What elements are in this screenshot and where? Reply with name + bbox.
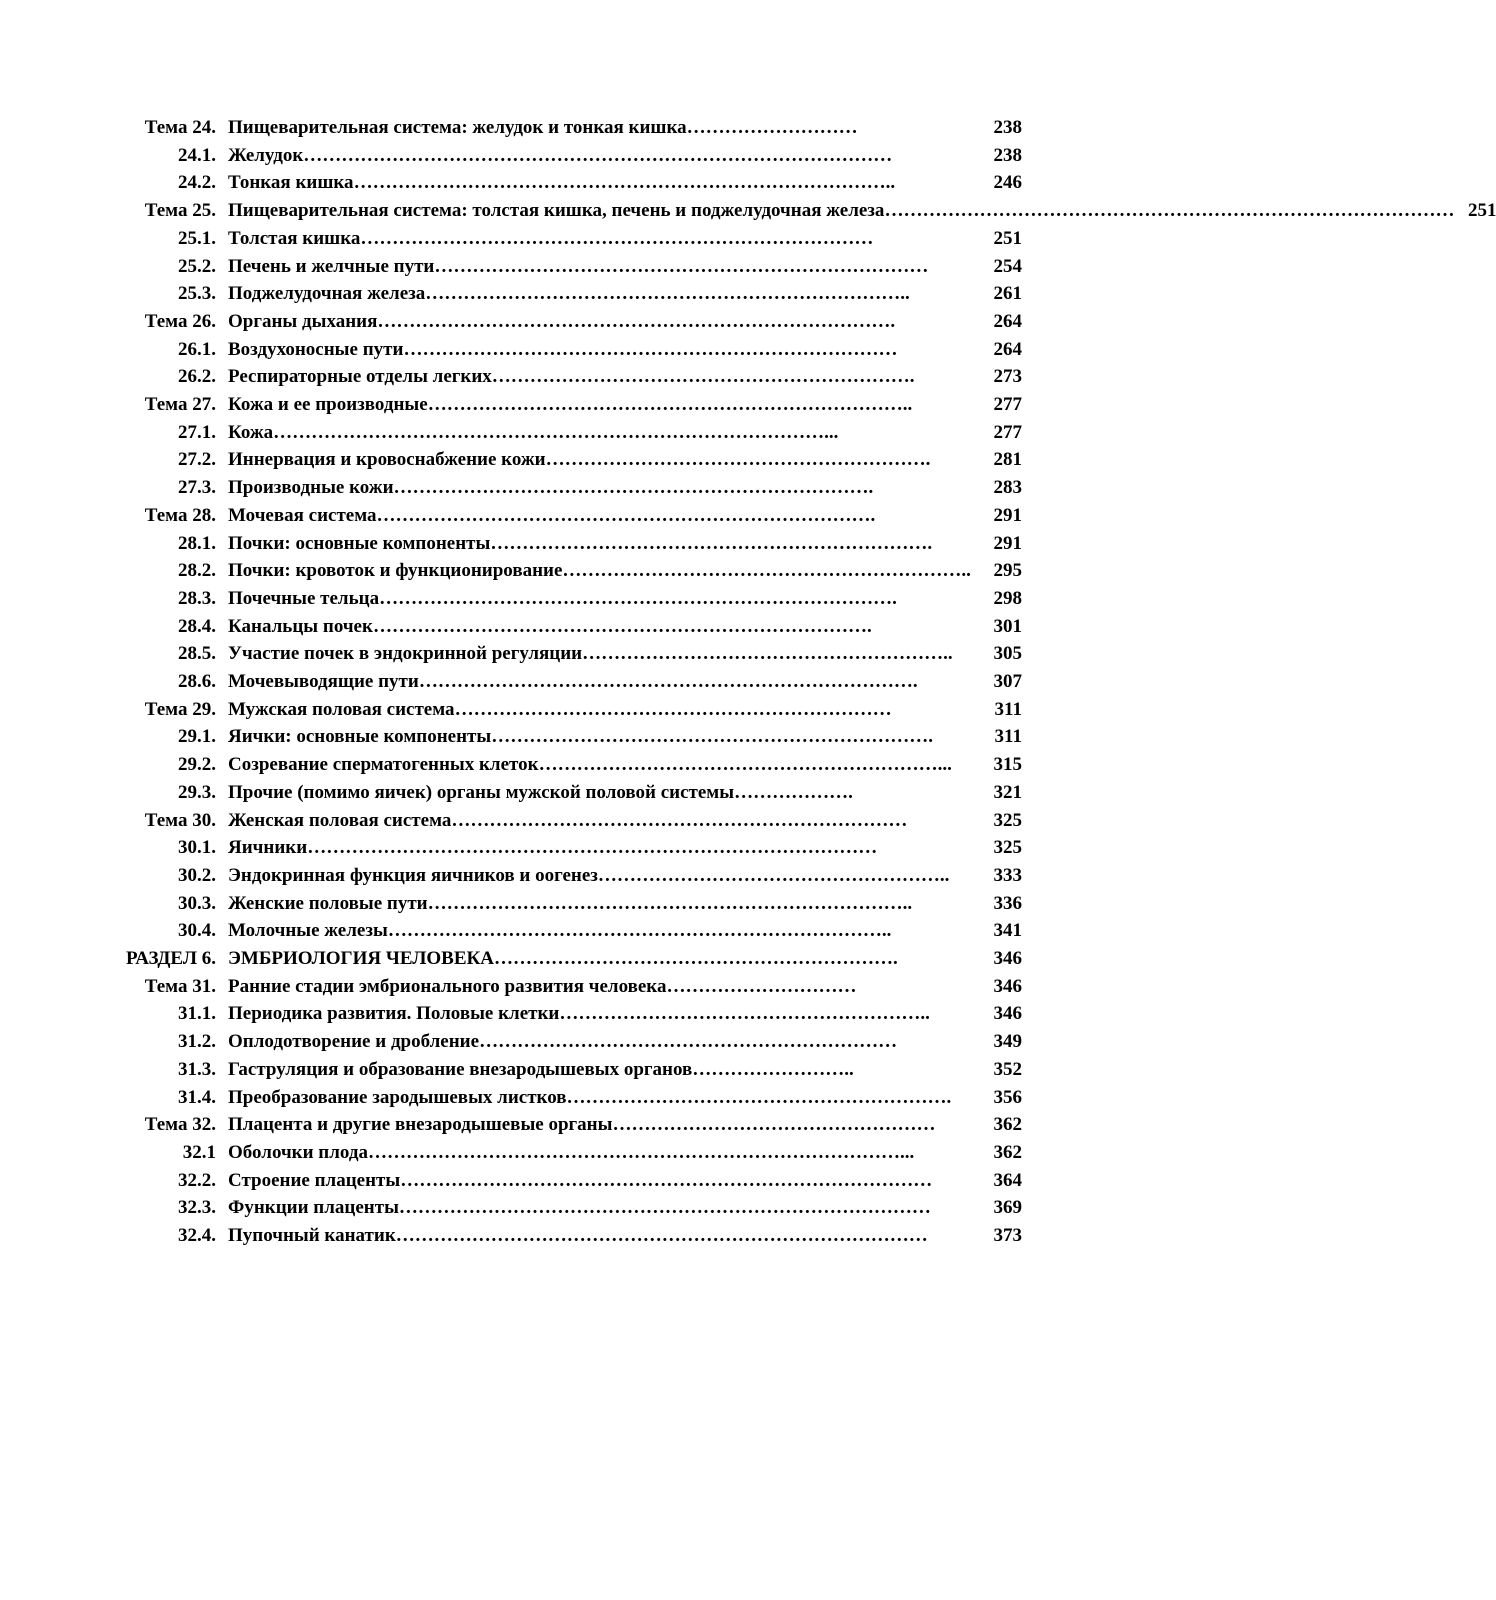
- toc-entry[interactable]: [118, 807, 1022, 835]
- toc-entry-title: Прочие (помимо яичек) органы мужской половой системы: [228, 781, 735, 803]
- toc-entry-leader: …………………………………………………………………..: [427, 394, 913, 416]
- toc-entry-number: 27.1.: [178, 421, 216, 443]
- toc-entry-leader: ……………………..: [692, 1058, 854, 1080]
- toc-entry-body: [228, 723, 980, 751]
- toc-entry-leader: ……………………………………………………………………: [434, 255, 929, 277]
- toc-entry[interactable]: [118, 1167, 1022, 1195]
- toc-entry-leader: ……………………………………………………………………..: [387, 920, 892, 942]
- toc-entry-body: [228, 945, 980, 973]
- toc-entry-page: 364: [993, 1169, 1022, 1191]
- toc-entry-number: 31.1.: [178, 1003, 216, 1025]
- toc-entry-page: 325: [993, 837, 1022, 859]
- toc-entry-page: 315: [993, 754, 1022, 776]
- toc-entry-body: [228, 1000, 980, 1028]
- toc-entry-number: 27.2.: [178, 449, 216, 471]
- toc-entry-leader: ………………………………………………………...: [538, 754, 952, 776]
- toc-entry[interactable]: [118, 308, 1022, 336]
- toc-entry-page: 277: [993, 394, 1022, 416]
- toc-entry[interactable]: [118, 197, 1496, 225]
- toc-entry-title: ЭМБРИОЛОГИЯ ЧЕЛОВЕКА: [228, 948, 495, 970]
- toc-entry-page: 251: [1467, 200, 1496, 222]
- toc-entry-title: Иннервация и кровоснабжение кожи: [228, 449, 546, 471]
- toc-entry-number: 25.1.: [178, 227, 216, 249]
- toc-entry[interactable]: [118, 1084, 1022, 1112]
- toc-entry-leader: ……………………………………………………….: [494, 948, 898, 970]
- toc-entry-body: [228, 225, 980, 253]
- toc-entry-title: Почки: кровоток и функционирование: [228, 560, 563, 582]
- toc-entry-body: [228, 751, 980, 779]
- toc-entry-number: 29.3.: [178, 781, 216, 803]
- toc-entry-page: 295: [993, 560, 1022, 582]
- toc-entry-page: 251: [993, 227, 1022, 249]
- toc-entry[interactable]: [118, 391, 1022, 419]
- toc-entry-number: 32.1: [182, 1142, 216, 1163]
- toc-entry-leader: …………………………………………………………………..: [425, 283, 910, 305]
- toc-entry-page: 362: [993, 1142, 1022, 1163]
- toc-entry-body: [228, 696, 980, 724]
- toc-entry-leader: ………………………………………………………………………………: [307, 837, 878, 859]
- toc-entry-title: Желудок: [228, 144, 304, 166]
- toc-entry-page: 333: [993, 864, 1022, 886]
- toc-entry-body: [228, 557, 980, 585]
- toc-entry[interactable]: [118, 530, 1022, 558]
- toc-entry-leader: …………………………………………………………………………...: [367, 1142, 915, 1163]
- toc-entry-leader: …………………………………………………….: [566, 1086, 952, 1108]
- toc-entry-title: Преобразование зародышевых листков: [228, 1086, 567, 1108]
- toc-entry-number: 31.4.: [178, 1086, 216, 1108]
- toc-entry-body: [228, 613, 980, 641]
- toc-entry-body: [228, 474, 980, 502]
- toc-entry[interactable]: [118, 225, 1022, 253]
- toc-entry-leader: …………………………………………………………………….: [376, 504, 876, 526]
- toc-entry-title: Производные кожи: [228, 477, 394, 499]
- toc-entry-title: Эндокринная функция яичников и оогенез: [228, 864, 598, 886]
- toc-entry-page: 341: [993, 920, 1022, 942]
- toc-entry-body: [228, 1084, 980, 1112]
- toc-entry-title: Кожа и ее производные: [228, 394, 428, 416]
- toc-entry[interactable]: [118, 668, 1022, 696]
- toc-entry[interactable]: [118, 751, 1022, 779]
- toc-entry[interactable]: [118, 114, 1022, 142]
- toc-entry-body: [228, 502, 980, 530]
- toc-entry-page: 346: [993, 948, 1022, 970]
- toc-entry-title: Респираторные отделы легких: [228, 366, 492, 388]
- toc-entry-title: Периодика развития. Половые клетки: [228, 1003, 560, 1025]
- toc-entry[interactable]: [118, 446, 1022, 474]
- toc-entry-page: 311: [994, 726, 1022, 748]
- toc-entry-body: [228, 1139, 980, 1167]
- toc-entry-number: 25.2.: [178, 255, 216, 277]
- toc-entry-page: 307: [993, 671, 1022, 693]
- toc-entry-leader: ………………………: [686, 117, 858, 138]
- toc-entry-title: Толстая кишка: [228, 227, 361, 249]
- toc-entry-title: Оболочки плода: [228, 1142, 368, 1163]
- toc-entry-number: 31.2.: [178, 1031, 216, 1053]
- toc-entry-body: [228, 1222, 980, 1250]
- toc-entry-body: [228, 834, 980, 862]
- toc-entry-leader: ……………………………………………………………………….: [377, 310, 896, 332]
- toc-entry-title: Пупочный канатик: [228, 1225, 396, 1247]
- toc-entry-title: Молочные железы: [228, 920, 388, 942]
- toc-entry-title: Оплодотворение и дробление: [228, 1031, 480, 1053]
- toc-entry-page: 311: [994, 698, 1022, 720]
- toc-entry-title: Функции плаценты: [228, 1197, 399, 1219]
- toc-entry-number: 28.3.: [178, 587, 216, 609]
- toc-entry-number: 32.2.: [178, 1169, 216, 1191]
- toc-entry-title: Созревание сперматогенных клеток: [228, 754, 539, 776]
- toc-entry-page: 301: [993, 615, 1022, 637]
- toc-entry-page: 238: [993, 117, 1022, 138]
- toc-entry[interactable]: [118, 945, 1022, 973]
- toc-entry-number: Тема 28.: [144, 504, 216, 526]
- toc-entry-body: [228, 336, 980, 364]
- toc-entry-number: РАЗДЕЛ 6.: [126, 948, 216, 970]
- toc-entry-leader: ……………………………………………………………………………...: [273, 421, 839, 443]
- toc-entry-page: 369: [993, 1197, 1022, 1219]
- toc-entry-number: Тема 27.: [144, 394, 216, 416]
- toc-entry[interactable]: [118, 336, 1022, 364]
- toc-entry-number: 31.3.: [178, 1058, 216, 1080]
- toc-entry[interactable]: [118, 834, 1022, 862]
- toc-entry-number: 29.1.: [178, 726, 216, 748]
- toc-entry-page: 336: [993, 892, 1022, 914]
- toc-entry-number: Тема 24.: [144, 117, 216, 138]
- toc-entry-page: 273: [993, 366, 1022, 388]
- toc-entry-page: 281: [993, 449, 1022, 471]
- toc-entry-title: Участие почек в эндокринной регуляции: [228, 643, 583, 665]
- toc-entry-page: 305: [993, 643, 1022, 665]
- toc-entry-number: 30.2.: [178, 864, 216, 886]
- toc-entry[interactable]: [118, 253, 1022, 281]
- toc-entry-page: 298: [993, 587, 1022, 609]
- toc-entry-title: Строение плаценты: [228, 1169, 401, 1191]
- toc-entry-title: Мочевыводящие пути: [228, 671, 419, 693]
- toc-entry-title: Органы дыхания: [228, 310, 378, 332]
- toc-entry-body: [228, 253, 980, 281]
- toc-entry-number: 28.2.: [178, 560, 216, 582]
- toc-entry-leader: …………………………………………………….: [545, 449, 931, 471]
- toc-entry-title: Почки: основные компоненты: [228, 532, 491, 554]
- toc-entry-number: Тема 29.: [144, 698, 216, 720]
- toc-entry-page: 325: [993, 809, 1022, 831]
- toc-entry-number: 26.2.: [178, 366, 216, 388]
- toc-entry-body: [228, 585, 980, 613]
- toc-entry-page: 321: [993, 781, 1022, 803]
- toc-entry-body: [228, 807, 980, 835]
- toc-entry[interactable]: [118, 1139, 1022, 1167]
- toc-entry-body: [228, 862, 980, 890]
- toc-entry-number: 30.3.: [178, 892, 216, 914]
- toc-entry-title: Поджелудочная железа: [228, 283, 426, 305]
- toc-entry-page: 291: [993, 532, 1022, 554]
- toc-entry-title: Яичники: [228, 837, 308, 859]
- toc-entry-title: Пищеварительная система: толстая кишка, печень и поджелудочная железа: [228, 200, 885, 222]
- toc-entry-body: [228, 530, 980, 558]
- toc-entry[interactable]: [118, 1056, 1022, 1084]
- toc-entry-page: 291: [993, 504, 1022, 526]
- toc-entry-page: 283: [993, 477, 1022, 499]
- toc-entry[interactable]: [118, 890, 1022, 918]
- toc-entry[interactable]: [118, 917, 1022, 945]
- toc-entry-leader: ………………………………………………………..: [562, 560, 971, 582]
- toc-entry-leader: …………………………………………………..: [559, 1003, 930, 1025]
- toc-entry-number: Тема 30.: [144, 809, 216, 831]
- toc-entry-body: [228, 169, 980, 197]
- toc-entry-body: [228, 779, 980, 807]
- toc-entry-body: [228, 202, 1454, 220]
- toc-entry-title: Женские половые пути: [228, 892, 428, 914]
- toc-entry[interactable]: [118, 419, 1022, 447]
- toc-entry-number: Тема 32.: [144, 1114, 216, 1136]
- toc-entry[interactable]: [118, 1194, 1022, 1222]
- toc-entry[interactable]: [118, 585, 1022, 613]
- toc-entry-number: 32.4.: [178, 1225, 216, 1247]
- toc-entry-number: 28.1.: [178, 532, 216, 554]
- toc-entry[interactable]: [118, 502, 1022, 530]
- toc-entry-title: Женская половая система: [228, 809, 452, 831]
- toc-entry-body: [228, 668, 980, 696]
- toc-entry-number: Тема 25.: [144, 200, 216, 222]
- toc-entry-number: 27.3.: [178, 477, 216, 499]
- toc-entry-body: [228, 308, 980, 336]
- toc-entry-leader: …………………………………………………………………………: [395, 1225, 928, 1247]
- toc-entry[interactable]: [118, 474, 1022, 502]
- toc-entry[interactable]: [118, 640, 1022, 668]
- toc-entry-page: 254: [993, 255, 1022, 277]
- toc-entry-leader: ………………………………………………………………………………: [884, 200, 1455, 222]
- toc-entry-body: [228, 1028, 980, 1056]
- toc-entry-number: 24.2.: [178, 172, 216, 194]
- toc-entry[interactable]: [118, 973, 1022, 1001]
- toc-entry-leader: …………………………: [666, 975, 857, 997]
- toc-entry-number: 28.4.: [178, 615, 216, 637]
- toc-entry-title: Гаструляция и образование внезародышевых органов: [228, 1058, 693, 1080]
- toc-entry-title: Тонкая кишка: [228, 172, 354, 194]
- toc-entry-leader: …………………………………………………………………….: [372, 615, 872, 637]
- toc-entry-leader: …………………………………………………………………………..: [353, 172, 896, 194]
- toc-entry-number: Тема 31.: [144, 975, 216, 997]
- toc-entry-leader: ……………………………………………: [612, 1114, 936, 1136]
- toc-entry-title: Мужская половая система: [228, 698, 455, 720]
- toc-entry-leader: …………………………………………………………………………: [398, 1197, 931, 1219]
- toc-entry[interactable]: [118, 169, 1022, 197]
- toc-entry-page: 356: [993, 1086, 1022, 1108]
- toc-entry-page: 352: [993, 1058, 1022, 1080]
- toc-entry-leader: …………………………………………………………………………: [400, 1169, 933, 1191]
- toc-entry[interactable]: [118, 1222, 1022, 1250]
- toc-entry[interactable]: [118, 862, 1022, 890]
- toc-entry-leader: …………………………………………………………………….: [418, 671, 918, 693]
- toc-entry-leader: ………………………………………………..: [597, 864, 950, 886]
- toc-entry[interactable]: [118, 723, 1022, 751]
- toc-entry-leader: …………………………………………………………………..: [427, 892, 913, 914]
- toc-entry[interactable]: [118, 557, 1022, 585]
- toc-entry-body: [228, 1111, 980, 1139]
- toc-entry-body: [228, 1194, 980, 1222]
- toc-entry-leader: …………………………………………………………………………………: [303, 144, 893, 166]
- toc-entry-title: Печень и желчные пути: [228, 255, 435, 277]
- toc-entry-leader: …………………………………………………………….: [491, 726, 933, 748]
- toc-entry-number: 30.4.: [178, 920, 216, 942]
- toc-entry-body: [228, 1167, 980, 1195]
- toc-entry-body: [228, 142, 980, 170]
- toc-entry-page: 277: [993, 421, 1022, 443]
- toc-entry-number: 28.5.: [178, 643, 216, 665]
- toc-entry[interactable]: [118, 280, 1022, 308]
- toc-entry-leader: …………………………………………………………: [479, 1031, 898, 1053]
- toc-entry-body: [228, 363, 980, 391]
- toc-entry-leader: ………………………………………………………………….: [393, 477, 874, 499]
- toc-entry[interactable]: [118, 363, 1022, 391]
- toc-entry[interactable]: [118, 613, 1022, 641]
- toc-entry-page: 264: [993, 338, 1022, 360]
- toc-entry-body: [228, 114, 980, 142]
- toc-entry-body: [228, 890, 980, 918]
- toc-entry-title: Мочевая система: [228, 504, 377, 526]
- toc-entry-number: 28.6.: [178, 671, 216, 693]
- toc-entry-page: 261: [993, 283, 1022, 305]
- toc-entry-number: 24.1.: [178, 144, 216, 166]
- toc-entry-leader: …………………………………………………………….: [490, 532, 933, 554]
- toc-entry-number: 26.1.: [178, 338, 216, 360]
- toc-entry-body: [228, 280, 980, 308]
- toc-entry-title: Воздухоносные пути: [228, 338, 404, 360]
- toc-entry-body: [228, 419, 980, 447]
- toc-entry-page: 362: [993, 1114, 1022, 1136]
- toc-entry-title: Ранние стадии эмбрионального развития человека: [228, 975, 667, 997]
- toc-entry-title: Яички: основные компоненты: [228, 726, 492, 748]
- toc-entry-body: [228, 973, 980, 1001]
- toc-entry-page: 238: [993, 144, 1022, 166]
- toc-entry-body: [228, 917, 980, 945]
- toc-entry-title: Плацента и другие внезародышевые органы: [228, 1114, 613, 1136]
- toc-entry-number: 30.1.: [178, 837, 216, 859]
- toc-entry-body: [228, 1056, 980, 1084]
- toc-entry-body: [228, 446, 980, 474]
- toc-entry-page: 264: [993, 310, 1022, 332]
- toc-entry[interactable]: [118, 1028, 1022, 1056]
- toc-entry-title: Почечные тельца: [228, 587, 380, 609]
- toc-entry-title: Кожа: [228, 421, 274, 443]
- toc-entry[interactable]: [118, 1000, 1022, 1028]
- toc-entry[interactable]: [118, 779, 1022, 807]
- toc-entry-leader: ………………………………………………………………: [451, 809, 908, 831]
- toc-entry[interactable]: [118, 696, 1022, 724]
- toc-entry-leader: ………………………………………………………………………: [360, 227, 874, 249]
- toc-entry-leader: ……………………………………………………………: [454, 698, 892, 720]
- toc-entry-leader: ……………………………………………………………………: [403, 338, 898, 360]
- toc-entry-page: 373: [993, 1225, 1022, 1247]
- toc-entry-leader: ………………………………………………………….: [491, 366, 915, 388]
- toc-entry-leader: ……………………………………………………………………….: [379, 587, 897, 609]
- toc-entry-number: 25.3.: [178, 283, 216, 305]
- toc-entry-body: [228, 391, 980, 419]
- toc-entry-page: 346: [993, 1003, 1022, 1025]
- toc-entry-leader: …………………………………………………..: [582, 643, 953, 665]
- toc-entry-number: 29.2.: [178, 754, 216, 776]
- toc-entry-body: [228, 640, 980, 668]
- toc-entry[interactable]: [118, 1111, 1022, 1139]
- toc-entry-number: 32.3.: [178, 1197, 216, 1219]
- toc-entry-number: Тема 26.: [144, 310, 216, 332]
- toc-entry-page: 346: [993, 975, 1022, 997]
- toc-entry-leader: ……………….: [734, 781, 853, 803]
- toc-entry[interactable]: [118, 142, 1022, 170]
- toc-entry-page: 246: [993, 172, 1022, 194]
- table-of-contents: [118, 114, 1496, 1250]
- toc-entry-title: Пищеварительная система: желудок и тонкая кишка: [228, 117, 687, 138]
- toc-entry-page: 349: [993, 1031, 1022, 1053]
- toc-entry-title: Канальцы почек: [228, 615, 373, 637]
